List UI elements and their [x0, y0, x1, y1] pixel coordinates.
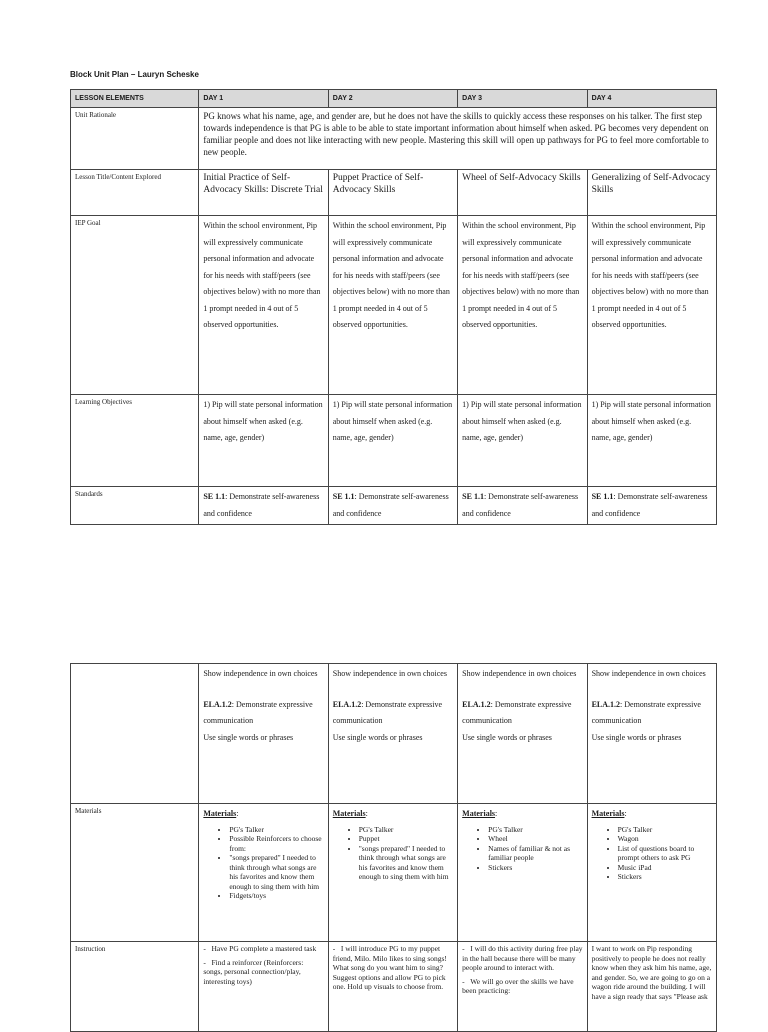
row-standards [71, 487, 717, 525]
standard-code: SE 1.1 [203, 492, 226, 501]
standard-code: SE 1.1 [462, 492, 484, 501]
list-item: • PG's Talker [229, 825, 323, 835]
lesson-title-day-2: Puppet Practice of Self-Advocacy Skills [328, 170, 457, 216]
header-day-1: DAY 1 [199, 90, 328, 108]
standards-cont-day-3 [458, 664, 587, 804]
materials-day-3: Materials: • PG's Talker • Wheel • Names of familiar & not as familiar people • Stickers [458, 804, 587, 942]
list-item: • Puppet [359, 834, 453, 844]
list-item: • Wheel [488, 834, 582, 844]
materials-list [592, 825, 712, 882]
standard-independence: Show independence in own choices [332, 669, 447, 678]
label-standards: Standards [71, 487, 199, 525]
standard-code-ela: ELA.1.2 [332, 699, 362, 709]
list-item: • Wagon [618, 834, 712, 844]
standard-phrases: Use single words or phrases [203, 732, 294, 742]
standard-text-ela: : Demonstrate expressive communication [462, 699, 572, 725]
standards-cont-day-1 [199, 664, 328, 804]
standard-phrases: Use single words or phrases [462, 732, 552, 742]
objectives-day-1: 1) Pip will state personal information about himself when asked (e.g. name, age, gender) [199, 395, 328, 487]
list-item: • "songs prepared" I needed to think through what songs are his favorites and know them enough to sing them with him [359, 844, 453, 882]
objectives-day-3: 1) Pip will state personal information about himself when asked (e.g. name, age, gender) [458, 395, 587, 487]
standard-text: : Demonstrate self-awareness and confidence [591, 492, 708, 518]
instruction-step: I want to work on Pip responding positively to people he does not really know when they ask him his name, age, and gender. So, we are going to go on a wagon ride around the building. I will have a sign ready that says "Please ask [591, 944, 712, 1001]
instruction-step: - We will go over the skills we have been practicing: [462, 976, 574, 995]
materials-list [333, 825, 453, 882]
instruction-step: - I will do this activity during free play in the hall because there will be many people around to interact with. [462, 944, 583, 972]
standard-code: SE 1.1 [332, 492, 355, 501]
label-learning-objectives: Learning Objectives [71, 395, 199, 487]
list-item: • Music iPad [618, 863, 712, 873]
materials-heading: Materials [203, 809, 237, 818]
materials-day-1: Materials: • PG's Talker • Possible Reinforcers to choose from: • "songs prepared" I needed to think through what songs are his favorites and know them enough to sing them with him • Fidgets/toys [199, 804, 328, 942]
standard-phrases: Use single words or phrases [332, 732, 423, 742]
list-item: • Fidgets/toys [229, 891, 323, 901]
standards-day-3 [458, 487, 587, 525]
standard-code-ela: ELA.1.2 [591, 699, 621, 709]
header-lesson-elements: LESSON ELEMENTS [71, 90, 199, 108]
iep-goal-day-3: Within the school environment, Pip will expressively communicate personal information and advocate for his needs with staff/peers (see objectives below) with no more than 1 prompt needed in 4 out of 5 observed opportunities. [458, 216, 587, 395]
row-standards-continued [71, 664, 717, 804]
instruction-day-3 [458, 942, 587, 1032]
label-instruction: Instruction [71, 942, 199, 1032]
standards-day-2 [328, 487, 457, 525]
objectives-day-2: 1) Pip will state personal information about himself when asked (e.g. name, age, gender) [328, 395, 457, 487]
row-learning-objectives [71, 395, 717, 487]
materials-day-4: Materials: • PG's Talker • Wagon • List of questions board to prompt others to ask PG • Music iPad • Stickers [587, 804, 716, 942]
lesson-title-day-1: Initial Practice of Self-Advocacy Skills: Discrete Trial [199, 170, 328, 216]
list-item: • PG's Talker [488, 825, 582, 835]
label-iep-goal: IEP Goal [71, 216, 199, 395]
header-day-3: DAY 3 [458, 90, 587, 108]
list-item: • List of questions board to prompt others to ask PG [618, 844, 712, 863]
instruction-day-2 [328, 942, 457, 1032]
standard-text: : Demonstrate self-awareness and confidence [462, 492, 579, 518]
unit-rationale-text: PG knows what his name, age, and gender are, but he does not have the skills to quickly access these responses on his talker. The first step towards independence is that PG is able to be able to state important information about himself when asked. PG becomes very dependent on familiar people and does not like interacting with new people. Mastering this skill will open up pathways for PG to feel more comfortable to new people. [199, 108, 717, 170]
standard-independence: Show independence in own choices [462, 669, 577, 678]
standards-cont-day-2 [328, 664, 457, 804]
lesson-title-day-3: Wheel of Self-Advocacy Skills [458, 170, 587, 216]
row-lesson-title [71, 170, 717, 216]
standard-code-ela: ELA.1.2 [462, 699, 491, 709]
lesson-title-day-4: Generalizing of Self-Advocacy Skills [587, 170, 716, 216]
iep-goal-day-4: Within the school environment, Pip will expressively communicate personal information and advocate for his needs with staff/peers (see objectives below) with no more than 1 prompt needed in 4 out of 5 observed opportunities. [587, 216, 716, 395]
list-item: • Stickers [488, 863, 582, 873]
standard-code: SE 1.1 [591, 492, 614, 501]
standard-text-ela: : Demonstrate expressive communication [591, 699, 701, 725]
instruction-step: - Find a reinforcer (Reinforcers: songs, personal connection/play, interesting toys) [203, 957, 304, 986]
row-materials [71, 804, 717, 942]
label-unit-rationale: Unit Rationale [71, 108, 199, 170]
instruction-step: - Have PG complete a mastered task [203, 944, 317, 953]
materials-heading: Materials [591, 809, 625, 818]
row-iep-goal [71, 216, 717, 395]
materials-day-2: Materials: • PG's Talker • Puppet • "songs prepared" I needed to think through what songs are his favorites and know them enough to sing them with him [328, 804, 457, 942]
standard-text-ela: : Demonstrate expressive communication [332, 699, 443, 725]
standards-day-4 [587, 487, 716, 525]
label-materials: Materials [71, 804, 199, 942]
list-item: • PG's Talker [618, 825, 712, 835]
iep-goal-day-2: Within the school environment, Pip will expressively communicate personal information and advocate for his needs with staff/peers (see objectives below) with no more than 1 prompt needed in 4 out of 5 observed opportunities. [328, 216, 457, 395]
label-standards-continued [71, 664, 199, 804]
unit-plan-table-page2 [70, 663, 717, 1032]
materials-list [203, 825, 323, 901]
header-row [71, 90, 717, 108]
objectives-day-4: 1) Pip will state personal information about himself when asked (e.g. name, age, gender) [587, 395, 716, 487]
standard-phrases: Use single words or phrases [591, 732, 682, 742]
materials-heading: Materials [462, 809, 496, 818]
label-lesson-title: Lesson Title/Content Explored [71, 170, 199, 216]
materials-heading: Materials [332, 809, 366, 818]
standards-cont-day-4 [587, 664, 716, 804]
document-title: Block Unit Plan – Lauryn Scheske [70, 70, 199, 79]
list-item: • Stickers [618, 872, 712, 882]
list-item: • Possible Reinforcers to choose from: [229, 834, 323, 853]
standards-day-1 [199, 487, 328, 525]
instruction-day-4 [587, 942, 716, 1032]
standard-independence: Show independence in own choices [203, 669, 318, 678]
standard-code-ela: ELA.1.2 [203, 699, 232, 709]
header-day-2: DAY 2 [328, 90, 457, 108]
iep-goal-day-1: Within the school environment, Pip will expressively communicate personal information and advocate for his needs with staff/peers (see objectives below) with no more than 1 prompt needed in 4 out of 5 observed opportunities. [199, 216, 328, 395]
unit-plan-table-page1 [70, 89, 717, 525]
list-item: • "songs prepared" I needed to think through what songs are his favorites and know them enough to sing them with him [229, 853, 323, 891]
row-unit-rationale [71, 108, 717, 170]
row-instruction [71, 942, 717, 1032]
instruction-step: - I will introduce PG to my puppet friend, Milo. Milo likes to sing songs! What song do you want him to sing? Suggest options and allow PG to pick one. Hold up visuals to choose from. [332, 944, 447, 991]
instruction-day-1 [199, 942, 328, 1032]
materials-list [462, 825, 582, 873]
standard-text: : Demonstrate self-awareness and confidence [332, 492, 449, 518]
list-item: • Names of familiar & not as familiar people [488, 844, 582, 863]
list-item: • PG's Talker [359, 825, 453, 835]
standard-text-ela: : Demonstrate expressive communication [203, 699, 313, 725]
header-day-4: DAY 4 [587, 90, 716, 108]
standard-independence: Show independence in own choices [591, 669, 706, 678]
standard-text: : Demonstrate self-awareness and confidence [203, 492, 320, 518]
